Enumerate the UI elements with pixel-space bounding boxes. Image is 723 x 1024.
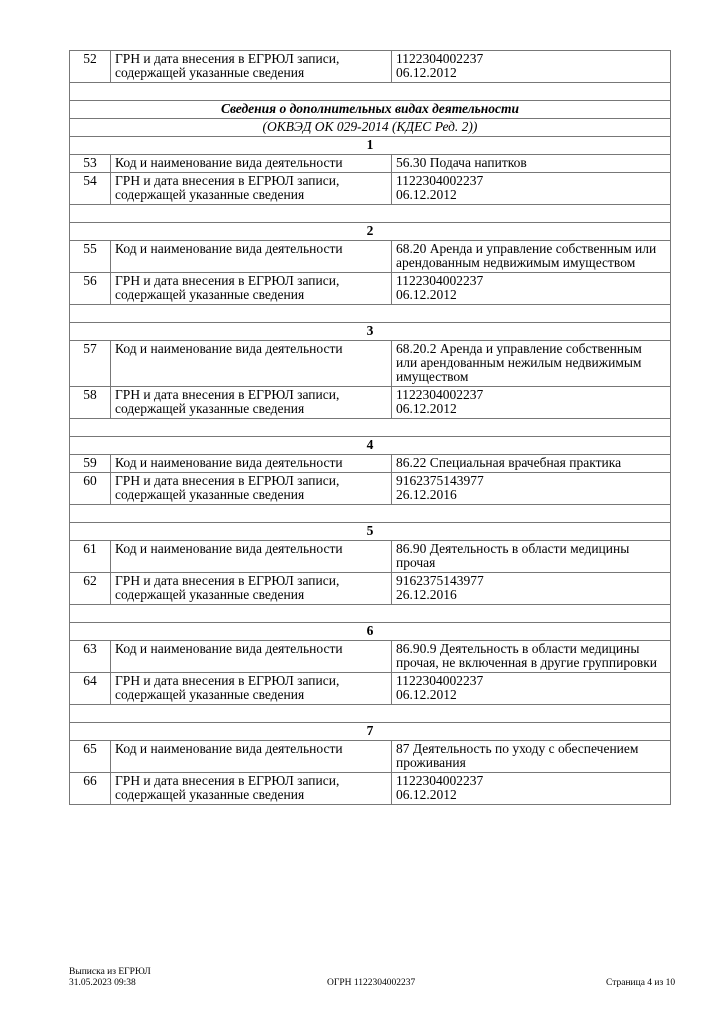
- table-row: [70, 673, 671, 705]
- spacer-cell: [70, 305, 671, 323]
- field-value-line: 68.20.2 Аренда и управление собственным или арендованным нежилым недвижимым имуществом: [396, 341, 642, 384]
- group-number-row: [70, 523, 671, 541]
- field-label: ГРН и дата внесения в ЕГРЮЛ записи, содержащей указанные сведения: [111, 273, 392, 305]
- field-value-line: 06.12.2012: [396, 287, 457, 302]
- spacer-cell: [70, 705, 671, 723]
- row-number: 60: [70, 473, 111, 505]
- field-value: [392, 51, 671, 83]
- field-value-line: 86.90 Деятельность в области медицины прочая: [396, 541, 630, 570]
- field-value-line: 06.12.2012: [396, 687, 457, 702]
- group-number-row: [70, 437, 671, 455]
- table-row: [70, 473, 671, 505]
- footer-ogrn: ОГРН 1122304002237: [327, 978, 416, 988]
- table-row: [70, 341, 671, 387]
- group-number: 3: [70, 323, 671, 341]
- field-label: Код и наименование вида деятельности: [111, 241, 392, 273]
- table-row: [70, 241, 671, 273]
- section-heading: Сведения о дополнительных видах деятельности: [70, 101, 671, 119]
- row-number: 65: [70, 741, 111, 773]
- spacer-cell: [70, 83, 671, 101]
- field-label: ГРН и дата внесения в ЕГРЮЛ записи, содержащей указанные сведения: [111, 573, 392, 605]
- table-row: [70, 573, 671, 605]
- row-number: 66: [70, 773, 111, 805]
- table-row: [70, 155, 671, 173]
- classifier-row: [70, 119, 671, 137]
- table-row: [70, 455, 671, 473]
- field-value: [392, 573, 671, 605]
- footer-document-name: Выписка из ЕГРЮЛ: [69, 967, 151, 977]
- table-row: [70, 51, 671, 83]
- field-label: Код и наименование вида деятельности: [111, 155, 392, 173]
- table-row: [70, 173, 671, 205]
- field-value-line: 06.12.2012: [396, 401, 457, 416]
- table-row: [70, 541, 671, 573]
- field-value-line: 56.30 Подача напитков: [396, 155, 527, 170]
- field-value: [392, 473, 671, 505]
- field-label: Код и наименование вида деятельности: [111, 741, 392, 773]
- field-value: [392, 155, 671, 173]
- footer-document-info: [69, 967, 151, 989]
- field-value-line: 68.20 Аренда и управление собственным или арендованным недвижимым имуществом: [396, 241, 657, 270]
- field-value-line: 06.12.2012: [396, 787, 457, 802]
- spacer-row: [70, 83, 671, 101]
- field-label: ГРН и дата внесения в ЕГРЮЛ записи, содержащей указанные сведения: [111, 387, 392, 419]
- group-number-row: [70, 723, 671, 741]
- spacer-cell: [70, 205, 671, 223]
- row-number: 57: [70, 341, 111, 387]
- field-label: ГРН и дата внесения в ЕГРЮЛ записи, содержащей указанные сведения: [111, 673, 392, 705]
- field-label: Код и наименование вида деятельности: [111, 341, 392, 387]
- field-value: [392, 341, 671, 387]
- table-row: [70, 387, 671, 419]
- spacer-cell: [70, 605, 671, 623]
- field-label: Код и наименование вида деятельности: [111, 641, 392, 673]
- group-number: 4: [70, 437, 671, 455]
- field-value-line: 86.22 Специальная врачебная практика: [396, 455, 622, 470]
- row-number: 54: [70, 173, 111, 205]
- field-value: [392, 173, 671, 205]
- field-label: Код и наименование вида деятельности: [111, 541, 392, 573]
- row-number: 53: [70, 155, 111, 173]
- row-number: 64: [70, 673, 111, 705]
- field-value: [392, 455, 671, 473]
- spacer-row: [70, 605, 671, 623]
- field-label: ГРН и дата внесения в ЕГРЮЛ записи, содержащей указанные сведения: [111, 51, 392, 83]
- field-value-line: 87 Деятельность по уходу с обеспечением проживания: [396, 741, 639, 770]
- field-value: [392, 387, 671, 419]
- spacer-row: [70, 419, 671, 437]
- egrul-extract-table: [69, 50, 671, 805]
- group-number-row: [70, 137, 671, 155]
- field-value-line: 1122304002237: [396, 673, 484, 688]
- section-heading-row: [70, 101, 671, 119]
- field-value-line: 06.12.2012: [396, 187, 457, 202]
- table-row: [70, 641, 671, 673]
- field-value-line: 1122304002237: [396, 387, 484, 402]
- field-value: [392, 673, 671, 705]
- field-value-line: 06.12.2012: [396, 65, 457, 80]
- spacer-row: [70, 305, 671, 323]
- row-number: 56: [70, 273, 111, 305]
- field-value-line: 26.12.2016: [396, 487, 457, 502]
- row-number: 62: [70, 573, 111, 605]
- footer-datetime: 31.05.2023 09:38: [69, 978, 136, 988]
- classifier-caption: (ОКВЭД ОК 029-2014 (КДЕС Ред. 2)): [70, 119, 671, 137]
- field-value-line: 9162375143977: [396, 573, 484, 588]
- field-value: [392, 773, 671, 805]
- field-value: [392, 273, 671, 305]
- group-number: 5: [70, 523, 671, 541]
- spacer-cell: [70, 419, 671, 437]
- field-label: ГРН и дата внесения в ЕГРЮЛ записи, содержащей указанные сведения: [111, 173, 392, 205]
- table-body: [70, 51, 671, 805]
- spacer-row: [70, 205, 671, 223]
- field-value-line: 1122304002237: [396, 773, 484, 788]
- field-value: [392, 641, 671, 673]
- table-row: [70, 273, 671, 305]
- group-number: 6: [70, 623, 671, 641]
- field-value: [392, 241, 671, 273]
- group-number-row: [70, 223, 671, 241]
- row-number: 58: [70, 387, 111, 419]
- spacer-row: [70, 705, 671, 723]
- footer-page-number: Страница 4 из 10: [606, 978, 676, 988]
- spacer-row: [70, 505, 671, 523]
- field-value: [392, 541, 671, 573]
- row-number: 59: [70, 455, 111, 473]
- group-number: 1: [70, 137, 671, 155]
- group-number-row: [70, 623, 671, 641]
- group-number: 2: [70, 223, 671, 241]
- field-value: [392, 741, 671, 773]
- field-value-line: 1122304002237: [396, 273, 484, 288]
- field-value-line: 86.90.9 Деятельность в области медицины прочая, не включенная в другие группировки: [396, 641, 658, 670]
- field-label: ГРН и дата внесения в ЕГРЮЛ записи, содержащей указанные сведения: [111, 773, 392, 805]
- field-value-line: 9162375143977: [396, 473, 484, 488]
- field-value-line: 1122304002237: [396, 173, 484, 188]
- group-number: 7: [70, 723, 671, 741]
- row-number: 63: [70, 641, 111, 673]
- row-number: 52: [70, 51, 111, 83]
- spacer-cell: [70, 505, 671, 523]
- field-value-line: 26.12.2016: [396, 587, 457, 602]
- field-label: ГРН и дата внесения в ЕГРЮЛ записи, содержащей указанные сведения: [111, 473, 392, 505]
- row-number: 55: [70, 241, 111, 273]
- field-value-line: 1122304002237: [396, 51, 484, 66]
- group-number-row: [70, 323, 671, 341]
- field-label: Код и наименование вида деятельности: [111, 455, 392, 473]
- table-row: [70, 741, 671, 773]
- table-row: [70, 773, 671, 805]
- row-number: 61: [70, 541, 111, 573]
